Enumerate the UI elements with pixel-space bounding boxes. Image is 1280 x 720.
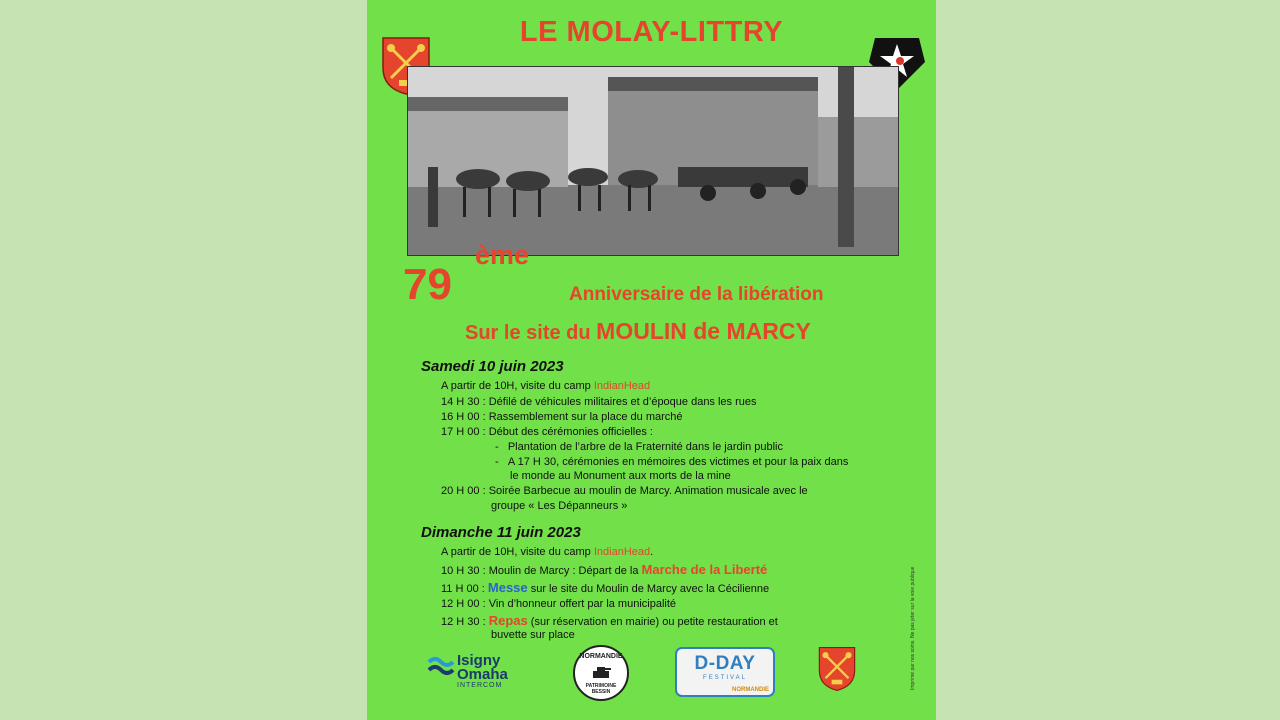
saturday-camp — [441, 380, 650, 392]
sunday-meal-suffix: (sur réservation en mairie) ou petite restauration et — [530, 616, 778, 628]
saturday-subitem-text: Plantation de l’arbre de la Fraternité dans le jardin public — [507, 441, 784, 453]
ordinal-number: 79 — [403, 260, 452, 309]
tank-icon — [591, 663, 611, 681]
sunday-mass-name: Messe — [487, 580, 528, 595]
dday-title: D-DAY — [694, 653, 756, 674]
dday-festival-logo — [675, 647, 775, 697]
sunday-march-prefix: 10 H 30 : Moulin de Marcy : Départ de la — [441, 565, 639, 577]
saturday-item: 17 H 00 : Début des cérémonies officielles : — [441, 426, 653, 438]
saturday-subitem: - Plantation de l’arbre de la Fraternité dans le jardin public — [495, 441, 784, 453]
page-title: LE MOLAY-LITTRY — [519, 16, 784, 48]
sunday-march — [441, 562, 767, 577]
sunday-camp — [441, 546, 653, 558]
isigny-omaha-logo — [427, 652, 523, 692]
omaha-text: Omaha — [457, 666, 508, 683]
ordinal-suffix: ème — [475, 240, 530, 270]
side-note: Imprimé par nos soins. Ne pas jeter sur la voie publique — [910, 566, 916, 690]
sunday-camp-end: . — [650, 546, 654, 558]
sunday-meal-prefix: 12 H 30 : — [441, 616, 486, 628]
sunday-march-name: Marche de la Liberté — [641, 562, 768, 577]
sunday-mass-prefix: 11 H 00 : — [441, 583, 485, 595]
patrimoine-text: PATRIMOINE — [585, 683, 617, 689]
normandie-text: NORMANDIE — [579, 653, 623, 660]
normandie-patrimoine-logo — [573, 645, 629, 701]
anniversary-heading: Anniversaire de la libération — [569, 284, 824, 305]
poster — [367, 0, 936, 720]
saturday-subitem-text: A 17 H 30, cérémonies en mémoires des victimes et pour la paix dans — [507, 456, 849, 468]
saturday-heading: Samedi 10 juin 2023 — [421, 358, 564, 375]
intercom-text: INTERCOM — [457, 682, 503, 689]
saturday-subitem-cont: le monde au Monument aux morts de la mine — [510, 470, 731, 482]
dday-region: NORMANDIE — [732, 687, 769, 693]
saturday-camp-name: IndianHead — [593, 380, 651, 392]
sunday-meal-name: Repas — [488, 613, 528, 628]
site-name: MOULIN de MARCY — [596, 318, 811, 344]
photo-illustration — [408, 67, 898, 255]
sunday-wine: 12 H 00 : Vin d’honneur offert par la municipalité — [441, 598, 677, 610]
sunday-camp-name: IndianHead — [593, 546, 651, 558]
saturday-camp-prefix: A partir de 10H, visite du camp — [441, 380, 591, 392]
dday-sub: FESTIVAL — [703, 675, 747, 681]
site-prefix: Sur le site du — [465, 322, 591, 344]
saturday-evening: 20 H 00 : Soirée Barbecue au moulin de Marcy. Animation musicale avec le — [441, 485, 808, 497]
sunday-camp-prefix: A partir de 10H, visite du camp — [441, 546, 591, 558]
historic-photo — [407, 66, 899, 256]
sunday-meal-cont: buvette sur place — [491, 629, 575, 641]
saturday-evening-cont: groupe « Les Dépanneurs » — [491, 500, 628, 512]
sunday-mass-suffix: sur le site du Moulin de Marcy avec la Cécilienne — [530, 583, 770, 595]
town-crest-small-icon — [817, 646, 857, 692]
saturday-subitem: - A 17 H 30, cérémonies en mémoires des victimes et pour la paix dans — [495, 456, 849, 468]
sunday-meal — [441, 613, 778, 628]
bessin-text: BESSIN — [591, 689, 611, 695]
sunday-heading: Dimanche 11 juin 2023 — [421, 524, 581, 541]
sunday-mass — [441, 580, 769, 595]
saturday-item: 14 H 30 : Défilé de véhicules militaires et d’époque dans les rues — [441, 396, 757, 408]
wave-icon — [427, 656, 455, 680]
saturday-item: 16 H 00 : Rassemblement sur la place du marché — [441, 411, 683, 423]
isigny-text: Isigny — [457, 652, 501, 669]
site-heading — [465, 318, 811, 345]
